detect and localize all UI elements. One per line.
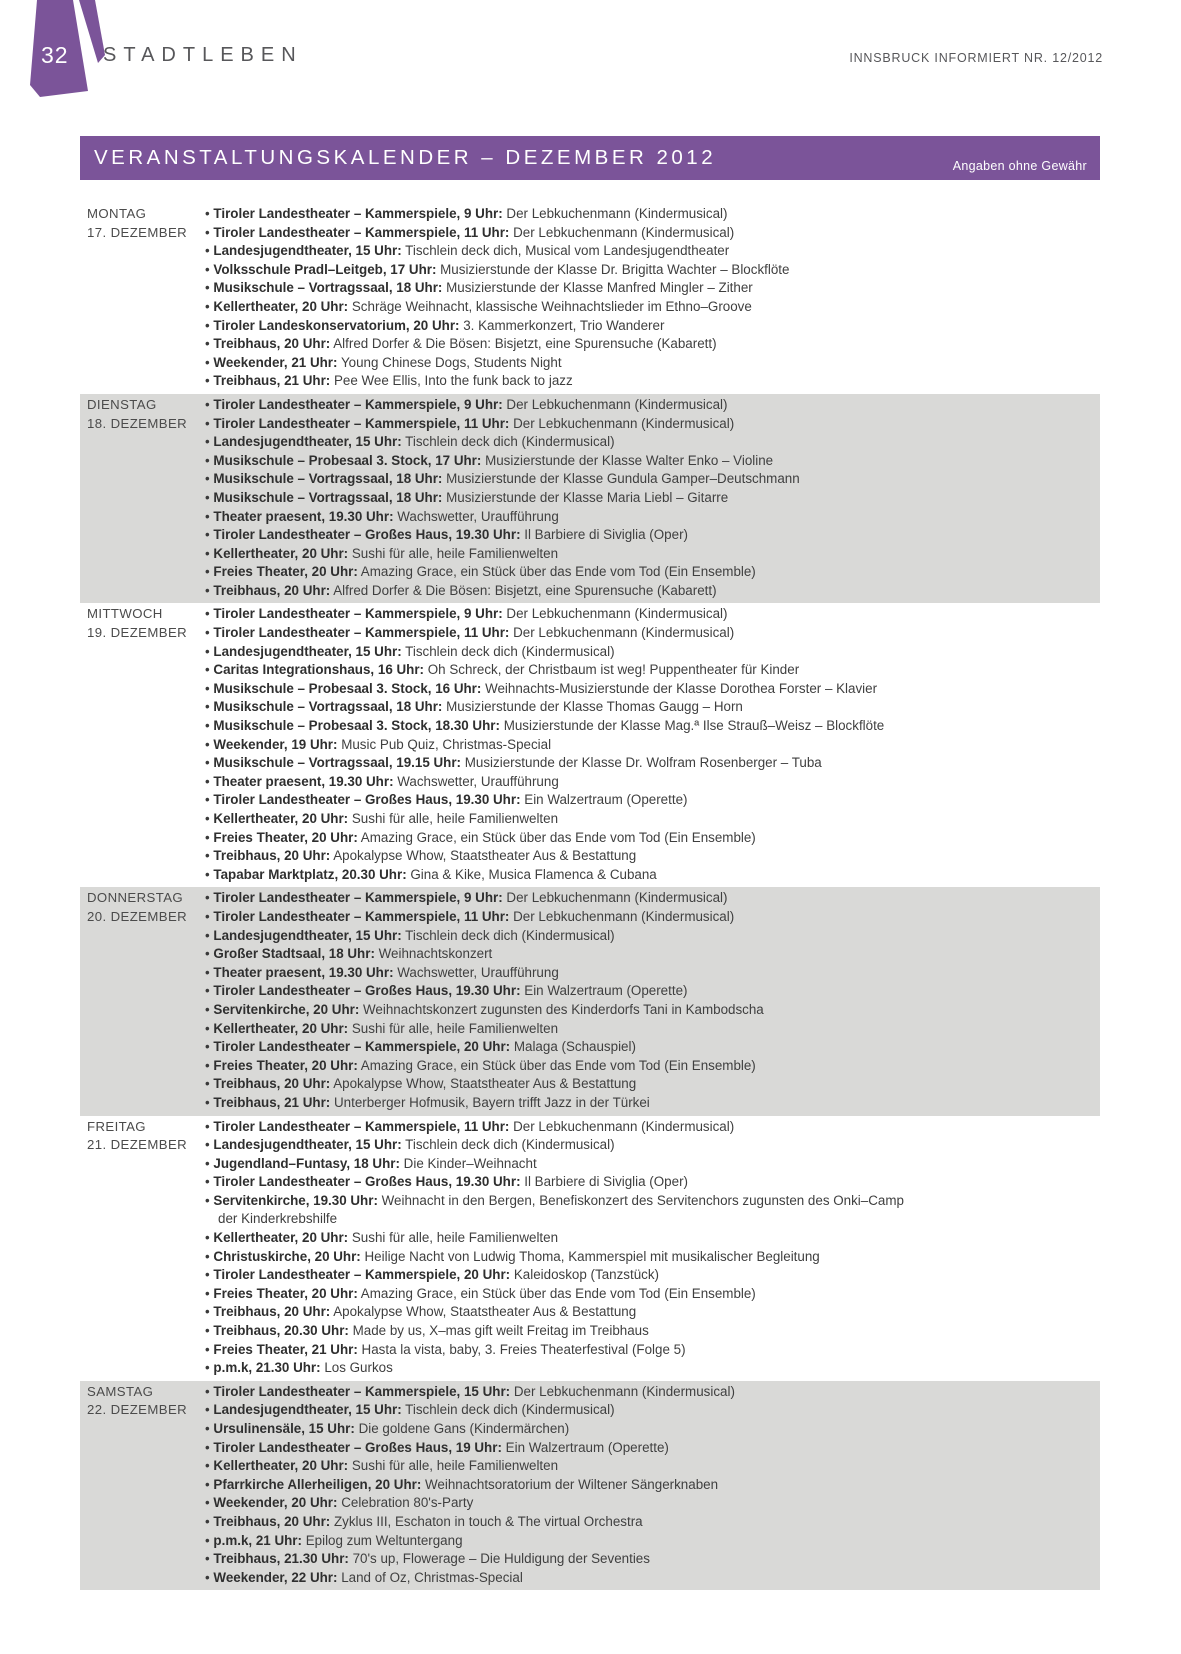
event-item: [205, 298, 789, 317]
event-list: [205, 605, 884, 884]
event-venue-time: Servitenkirche, 20 Uhr:: [213, 1001, 360, 1017]
event-item: [205, 810, 884, 829]
event-item: [205, 624, 884, 643]
event-item: [205, 1248, 904, 1267]
day-section-donnerstag: [80, 887, 1100, 1115]
event-description: Made by us, X–mas gift weilt Freitag im Treibhaus: [352, 1323, 649, 1339]
event-description: Alfred Dorfer & Die Bösen: Bisjetzt, eine Spurensuche (Kabarett): [333, 582, 717, 598]
event-item: [205, 1439, 735, 1458]
event-description: Amazing Grace, ein Stück über das Ende vom Tod (Ein Ensemble): [360, 564, 756, 580]
event-description: Der Lebkuchenmann (Kindermusical): [513, 1383, 735, 1399]
event-venue-time: Tiroler Landestheater – Kammerspiele, 15 Uhr:: [213, 1383, 511, 1399]
event-venue-time: Kellertheater, 20 Uhr:: [213, 298, 349, 314]
event-venue-time: Treibhaus, 21 Uhr:: [213, 1094, 331, 1110]
event-item: [205, 1118, 904, 1137]
event-description: Apokalypse Whow, Staatstheater Aus & Bestattung: [333, 1304, 637, 1320]
event-item: [205, 1303, 904, 1322]
event-description: Pee Wee Ellis, Into the funk back to jazz: [333, 373, 573, 389]
event-venue-time: Weekender, 19 Uhr:: [213, 736, 338, 752]
event-item: [205, 1532, 735, 1551]
event-venue-time: Treibhaus, 20 Uhr:: [213, 336, 331, 352]
event-venue-time: Tiroler Landestheater – Großes Haus, 19 Uhr:: [213, 1439, 502, 1455]
event-venue-time: Treibhaus, 20 Uhr:: [213, 1304, 331, 1320]
event-item: [205, 889, 764, 908]
event-description: Amazing Grace, ein Stück über das Ende vom Tod (Ein Ensemble): [360, 1057, 756, 1073]
banner-title: VERANSTALTUNGSKALENDER – DEZEMBER 2012: [94, 146, 717, 169]
event-venue-time: Ursulinensäle, 15 Uhr:: [213, 1421, 355, 1436]
day-name: DIENSTAG: [87, 396, 157, 412]
event-venue-time: Treibhaus, 21 Uhr:: [213, 373, 331, 389]
day-label: [80, 889, 205, 1112]
event-description: Musizierstunde der Klasse Thomas Gaugg – Horn: [446, 699, 743, 715]
event-description: Oh Schreck, der Christbaum ist weg! Puppentheater für Kinder: [427, 662, 800, 678]
event-venue-time: Tiroler Landestheater – Kammerspiele, 11 Uhr:: [213, 415, 510, 431]
calendar-banner: [80, 136, 1100, 180]
event-description: Der Lebkuchenmann (Kindermusical): [506, 890, 728, 906]
event-item: [205, 1322, 904, 1341]
event-item: [205, 1094, 764, 1113]
event-venue-time: Caritas Integrationshaus, 16 Uhr:: [213, 662, 425, 678]
event-item: [205, 773, 884, 792]
event-venue-time: Pfarrkirche Allerheiligen, 20 Uhr:: [213, 1476, 422, 1492]
event-description: Der Lebkuchenmann (Kindermusical): [513, 908, 735, 924]
event-item: [205, 1569, 735, 1588]
event-description: Weihnacht in den Bergen, Benefiskonzert des Servitenchors zugunsten des Onki–Camp: [381, 1192, 904, 1208]
event-item: [205, 717, 884, 736]
event-item: [205, 582, 800, 601]
event-description: Sushi für alle, heile Familienwelten: [351, 545, 559, 561]
event-description: Der Lebkuchenmann (Kindermusical): [513, 625, 735, 641]
day-date: 20. DEZEMBER: [87, 908, 188, 924]
event-venue-time: Volksschule Pradl–Leitgeb, 17 Uhr:: [213, 261, 437, 277]
event-venue-time: Kellertheater, 20 Uhr:: [213, 811, 349, 826]
event-item: [205, 452, 800, 471]
event-venue-time: Weekender, 22 Uhr:: [213, 1569, 338, 1585]
event-item: [205, 242, 789, 261]
event-description: Epilog zum Weltuntergang: [305, 1532, 463, 1548]
event-description: Ein Walzertraum (Operette): [524, 983, 688, 999]
event-item: [205, 1136, 904, 1155]
day-section-samstag: [80, 1381, 1100, 1591]
event-description: Die Kinder–Weihnacht: [403, 1155, 537, 1171]
event-item: [205, 1038, 764, 1057]
event-item: [205, 698, 884, 717]
event-description: Malaga (Schauspiel): [513, 1039, 636, 1055]
event-description: Sushi für alle, heile Familienwelten: [351, 1020, 559, 1036]
day-section-freitag: [80, 1116, 1100, 1381]
event-item: [205, 563, 800, 582]
event-item: [205, 736, 884, 755]
event-description: Tischlein deck dich, Musical vom Landesjugendtheater: [405, 243, 730, 259]
event-item: [205, 508, 800, 527]
event-description: Wachswetter, Uraufführung: [397, 773, 559, 789]
day-name: MITTWOCH: [87, 606, 163, 622]
event-description: Musizierstunde der Klasse Walter Enko – Violine: [485, 452, 774, 468]
event-venue-time: Treibhaus, 20.30 Uhr:: [213, 1323, 349, 1339]
event-venue-time: Tiroler Landestheater – Kammerspiele, 9 Uhr:: [213, 396, 503, 412]
event-item: [205, 1020, 764, 1039]
event-item: [205, 372, 789, 391]
event-description: Celebration 80's-Party: [341, 1495, 474, 1511]
event-venue-time: Tiroler Landestheater – Kammerspiele, 11 Uhr:: [213, 625, 510, 641]
event-description-continued: der Kinderkrebshilfe: [218, 1211, 338, 1227]
event-description: Der Lebkuchenmann (Kindermusical): [506, 206, 728, 221]
event-venue-time: Landesjugendtheater, 15 Uhr:: [213, 1137, 402, 1153]
event-venue-time: Freies Theater, 20 Uhr:: [213, 1057, 358, 1073]
event-item: [205, 526, 800, 545]
event-item: [205, 433, 800, 452]
day-label: [80, 396, 205, 601]
event-item: [205, 1229, 904, 1248]
event-item: [205, 261, 789, 280]
event-description: Schräge Weihnacht, klassische Weihnachtslieder im Ethno–Groove: [351, 298, 752, 314]
event-item: [205, 754, 884, 773]
event-item: [205, 908, 764, 927]
event-venue-time: Kellertheater, 20 Uhr:: [213, 1230, 349, 1246]
event-description: Der Lebkuchenmann (Kindermusical): [513, 1118, 735, 1134]
event-venue-time: Treibhaus, 21.30 Uhr:: [213, 1551, 349, 1567]
event-description: Young Chinese Dogs, Students Night: [340, 354, 562, 370]
event-venue-time: Freies Theater, 20 Uhr:: [213, 829, 358, 845]
event-list: [205, 889, 764, 1112]
event-item: [205, 643, 884, 662]
day-section-montag: [80, 203, 1100, 394]
event-venue-time: Landesjugendtheater, 15 Uhr:: [213, 1402, 402, 1418]
issue-label: INNSBRUCK INFORMIERT NR. 12/2012: [849, 51, 1103, 65]
event-item: [205, 1513, 735, 1532]
event-item: [205, 964, 764, 983]
event-venue-time: Treibhaus, 20 Uhr:: [213, 1076, 331, 1092]
event-item: [205, 605, 884, 624]
calendar-body: [80, 203, 1100, 1590]
event-venue-time: Tiroler Landestheater – Großes Haus, 19.30 Uhr:: [213, 983, 521, 999]
event-venue-time: Kellertheater, 20 Uhr:: [213, 1020, 349, 1036]
event-description: Der Lebkuchenmann (Kindermusical): [513, 224, 735, 240]
day-date: 18. DEZEMBER: [87, 415, 188, 431]
day-section-dienstag: [80, 394, 1100, 604]
event-description: Tischlein deck dich (Kindermusical): [405, 434, 615, 450]
event-list: [205, 1383, 735, 1588]
event-description: Unterberger Hofmusik, Bayern trifft Jazz in der Türkei: [333, 1094, 650, 1110]
event-venue-time: Tiroler Landestheater – Kammerspiele, 11 Uhr:: [213, 224, 510, 240]
event-item: [205, 489, 800, 508]
event-description: Musizierstunde der Klasse Gundula Gamper–Deutschmann: [446, 471, 800, 487]
event-description: Der Lebkuchenmann (Kindermusical): [506, 396, 728, 412]
event-venue-time: Landesjugendtheater, 15 Uhr:: [213, 243, 402, 259]
event-description: Land of Oz, Christmas-Special: [341, 1569, 523, 1585]
event-item: [205, 927, 764, 946]
event-venue-time: Theater praesent, 19.30 Uhr:: [213, 508, 394, 524]
event-venue-time: p.m.k, 21 Uhr:: [213, 1532, 302, 1548]
event-description: Gina & Kike, Musica Flamenca & Cubana: [410, 866, 657, 882]
event-item: [205, 866, 884, 885]
event-item: [205, 1420, 735, 1439]
event-item: [205, 335, 789, 354]
event-description: Weihnachts-Musizierstunde der Klasse Dorothea Forster – Klavier: [485, 680, 878, 696]
event-item: [205, 829, 884, 848]
event-item: [205, 1155, 904, 1174]
event-venue-time: p.m.k, 21.30 Uhr:: [213, 1360, 321, 1376]
event-description: Il Barbiere di Siviglia (Oper): [524, 527, 688, 543]
event-venue-time: Weekender, 20 Uhr:: [213, 1495, 338, 1511]
day-label: [80, 1383, 205, 1588]
day-name: DONNERSTAG: [87, 890, 184, 906]
event-venue-time: Tapabar Marktplatz, 20.30 Uhr:: [213, 866, 407, 882]
day-date: 17. DEZEMBER: [87, 224, 188, 240]
event-item: [205, 1383, 735, 1402]
event-item: [205, 1075, 764, 1094]
event-item: [205, 279, 789, 298]
event-venue-time: Weekender, 21 Uhr:: [213, 354, 338, 370]
event-description: Amazing Grace, ein Stück über das Ende vom Tod (Ein Ensemble): [360, 1285, 756, 1301]
day-label: [80, 1118, 205, 1378]
event-description: Wachswetter, Uraufführung: [397, 964, 559, 980]
event-item: [205, 680, 884, 699]
event-description: Weihnachtskonzert: [378, 946, 493, 962]
event-venue-time: Freies Theater, 21 Uhr:: [213, 1341, 358, 1357]
event-item: [205, 317, 789, 336]
event-item: [205, 1550, 735, 1569]
event-venue-time: Musikschule – Vortragssaal, 18 Uhr:: [213, 699, 443, 715]
event-venue-time: Kellertheater, 20 Uhr:: [213, 1458, 349, 1474]
event-item: [205, 354, 789, 373]
event-description: 3. Kammerkonzert, Trio Wanderer: [463, 317, 665, 333]
event-item: [205, 1285, 904, 1304]
event-description: Musizierstunde der Klasse Mag.ª Ilse Strauß–Weisz – Blockflöte: [503, 718, 885, 734]
event-description: Music Pub Quiz, Christmas-Special: [341, 736, 552, 752]
event-item: [205, 791, 884, 810]
event-description: Wachswetter, Uraufführung: [397, 508, 559, 524]
event-item: [205, 945, 764, 964]
event-venue-time: Jugendland–Funtasy, 18 Uhr:: [213, 1155, 400, 1171]
event-venue-time: Tiroler Landestheater – Großes Haus, 19.30 Uhr:: [213, 527, 521, 543]
event-description: Tischlein deck dich (Kindermusical): [405, 927, 615, 943]
event-description: Apokalypse Whow, Staatstheater Aus & Bestattung: [333, 1076, 637, 1092]
event-venue-time: Tiroler Landestheater – Kammerspiele, 20 Uhr:: [213, 1267, 511, 1283]
event-item: [205, 205, 789, 224]
event-item: [205, 661, 884, 680]
event-description: Ein Walzertraum (Operette): [505, 1439, 669, 1455]
event-venue-time: Kellertheater, 20 Uhr:: [213, 545, 349, 561]
event-description: Weihnachtsoratorium der Wiltener Sängerknaben: [425, 1476, 719, 1492]
event-venue-time: Musikschule – Vortragssaal, 19.15 Uhr:: [213, 755, 462, 771]
banner-note: Angaben ohne Gewähr: [952, 159, 1087, 173]
event-description: Los Gurkos: [324, 1360, 393, 1376]
event-list: [205, 205, 789, 391]
event-venue-time: Musikschule – Probesaal 3. Stock, 17 Uhr:: [213, 452, 482, 468]
event-item: [205, 847, 884, 866]
event-description: Die goldene Gans (Kindermärchen): [358, 1421, 570, 1436]
event-venue-time: Treibhaus, 20 Uhr:: [213, 848, 331, 864]
section-title: STADTLEBEN: [103, 44, 303, 66]
event-venue-time: Musikschule – Vortragssaal, 18 Uhr:: [213, 280, 443, 296]
event-description: Tischlein deck dich (Kindermusical): [405, 1402, 615, 1418]
event-item: [205, 982, 764, 1001]
event-item: [205, 224, 789, 243]
event-venue-time: Musikschule – Probesaal 3. Stock, 18.30 Uhr:: [213, 718, 500, 734]
event-venue-time: Landesjugendtheater, 15 Uhr:: [213, 643, 402, 659]
event-description: Musizierstunde der Klasse Maria Liebl – Gitarre: [446, 489, 729, 505]
event-item: [205, 1057, 764, 1076]
day-label: [80, 205, 205, 391]
event-venue-time: Theater praesent, 19.30 Uhr:: [213, 773, 394, 789]
event-item: [205, 1476, 735, 1495]
page-header: [0, 0, 1181, 133]
event-description: Sushi für alle, heile Familienwelten: [351, 811, 559, 826]
event-venue-time: Tiroler Landestheater – Kammerspiele, 20 Uhr:: [213, 1039, 511, 1055]
event-venue-time: Servitenkirche, 19.30 Uhr:: [213, 1192, 378, 1208]
event-venue-time: Tiroler Landestheater – Kammerspiele, 11 Uhr:: [213, 1118, 510, 1134]
day-name: FREITAG: [87, 1118, 146, 1134]
event-description: Sushi für alle, heile Familienwelten: [351, 1230, 559, 1246]
day-name: SAMSTAG: [87, 1383, 154, 1399]
event-venue-time: Tiroler Landestheater – Kammerspiele, 9 Uhr:: [213, 206, 503, 221]
event-description: Musizierstunde der Klasse Dr. Brigitta Wachter – Blockflöte: [440, 261, 790, 277]
event-venue-time: Großer Stadtsaal, 18 Uhr:: [213, 946, 375, 962]
event-description: Kaleidoskop (Tanzstück): [513, 1267, 659, 1283]
event-list: [205, 396, 800, 601]
event-description: Sushi für alle, heile Familienwelten: [351, 1458, 559, 1474]
event-description: Ein Walzertraum (Operette): [524, 792, 688, 808]
event-description: Musizierstunde der Klasse Dr. Wolfram Rosenberger – Tuba: [464, 755, 822, 771]
day-date: 22. DEZEMBER: [87, 1402, 188, 1418]
event-item: [205, 1401, 735, 1420]
event-venue-time: Tiroler Landestheater – Großes Haus, 19.30 Uhr:: [213, 1174, 521, 1190]
event-description: 70's up, Flowerage – Die Huldigung der Seventies: [352, 1551, 650, 1567]
event-venue-time: Tiroler Landeskonservatorium, 20 Uhr:: [213, 317, 460, 333]
event-venue-time: Musikschule – Vortragssaal, 18 Uhr:: [213, 489, 443, 505]
event-item: [205, 1457, 735, 1476]
event-item: [205, 1266, 904, 1285]
event-item: [205, 470, 800, 489]
event-venue-time: Landesjugendtheater, 15 Uhr:: [213, 927, 402, 943]
event-item: [205, 1359, 904, 1378]
event-item: [205, 1001, 764, 1020]
event-item: [205, 1494, 735, 1513]
event-list: [205, 1118, 904, 1378]
day-name: MONTAG: [87, 206, 147, 221]
event-description: Der Lebkuchenmann (Kindermusical): [506, 606, 728, 622]
event-venue-time: Treibhaus, 20 Uhr:: [213, 1513, 331, 1529]
event-description: Heilige Nacht von Ludwig Thoma, Kammerspiel mit musikalischer Begleitung: [364, 1248, 820, 1264]
event-venue-time: Musikschule – Vortragssaal, 18 Uhr:: [213, 471, 443, 487]
event-item: [205, 396, 800, 415]
event-description: Weihnachtskonzert zugunsten des Kinderdorfs Tani in Kambodscha: [363, 1001, 764, 1017]
event-venue-time: Tiroler Landestheater – Kammerspiele, 11 Uhr:: [213, 908, 510, 924]
day-label: [80, 605, 205, 884]
event-item: [205, 545, 800, 564]
event-venue-time: Musikschule – Probesaal 3. Stock, 16 Uhr:: [213, 680, 482, 696]
event-venue-time: Tiroler Landestheater – Großes Haus, 19.30 Uhr:: [213, 792, 521, 808]
event-venue-time: Tiroler Landestheater – Kammerspiele, 9 Uhr:: [213, 890, 503, 906]
event-description: Tischlein deck dich (Kindermusical): [405, 643, 615, 659]
event-description: Hasta la vista, baby, 3. Freies Theaterfestival (Folge 5): [361, 1341, 686, 1357]
day-date: 21. DEZEMBER: [87, 1137, 188, 1153]
event-venue-time: Treibhaus, 20 Uhr:: [213, 582, 331, 598]
event-description: Il Barbiere di Siviglia (Oper): [524, 1174, 688, 1190]
event-venue-time: Landesjugendtheater, 15 Uhr:: [213, 434, 402, 450]
event-description: Alfred Dorfer & Die Bösen: Bisjetzt, eine Spurensuche (Kabarett): [333, 336, 717, 352]
event-venue-time: Freies Theater, 20 Uhr:: [213, 564, 358, 580]
event-item: [205, 1341, 904, 1360]
event-description: Amazing Grace, ein Stück über das Ende vom Tod (Ein Ensemble): [360, 829, 756, 845]
day-date: 19. DEZEMBER: [87, 625, 188, 641]
event-description: Zyklus III, Eschaton in touch & The virtual Orchestra: [333, 1513, 643, 1529]
event-description: Tischlein deck dich (Kindermusical): [405, 1137, 615, 1153]
event-item: [205, 415, 800, 434]
event-venue-time: Tiroler Landestheater – Kammerspiele, 9 Uhr:: [213, 606, 503, 622]
event-description: Der Lebkuchenmann (Kindermusical): [513, 415, 735, 431]
event-description: Apokalypse Whow, Staatstheater Aus & Bestattung: [333, 848, 637, 864]
day-section-mittwoch: [80, 603, 1100, 887]
event-venue-time: Christuskirche, 20 Uhr:: [213, 1248, 361, 1264]
event-item: [205, 1192, 904, 1229]
event-venue-time: Theater praesent, 19.30 Uhr:: [213, 964, 394, 980]
page-number: 32: [41, 42, 69, 68]
event-item: [205, 1173, 904, 1192]
event-description: Musizierstunde der Klasse Manfred Mingler – Zither: [446, 280, 753, 296]
event-venue-time: Freies Theater, 20 Uhr:: [213, 1285, 358, 1301]
